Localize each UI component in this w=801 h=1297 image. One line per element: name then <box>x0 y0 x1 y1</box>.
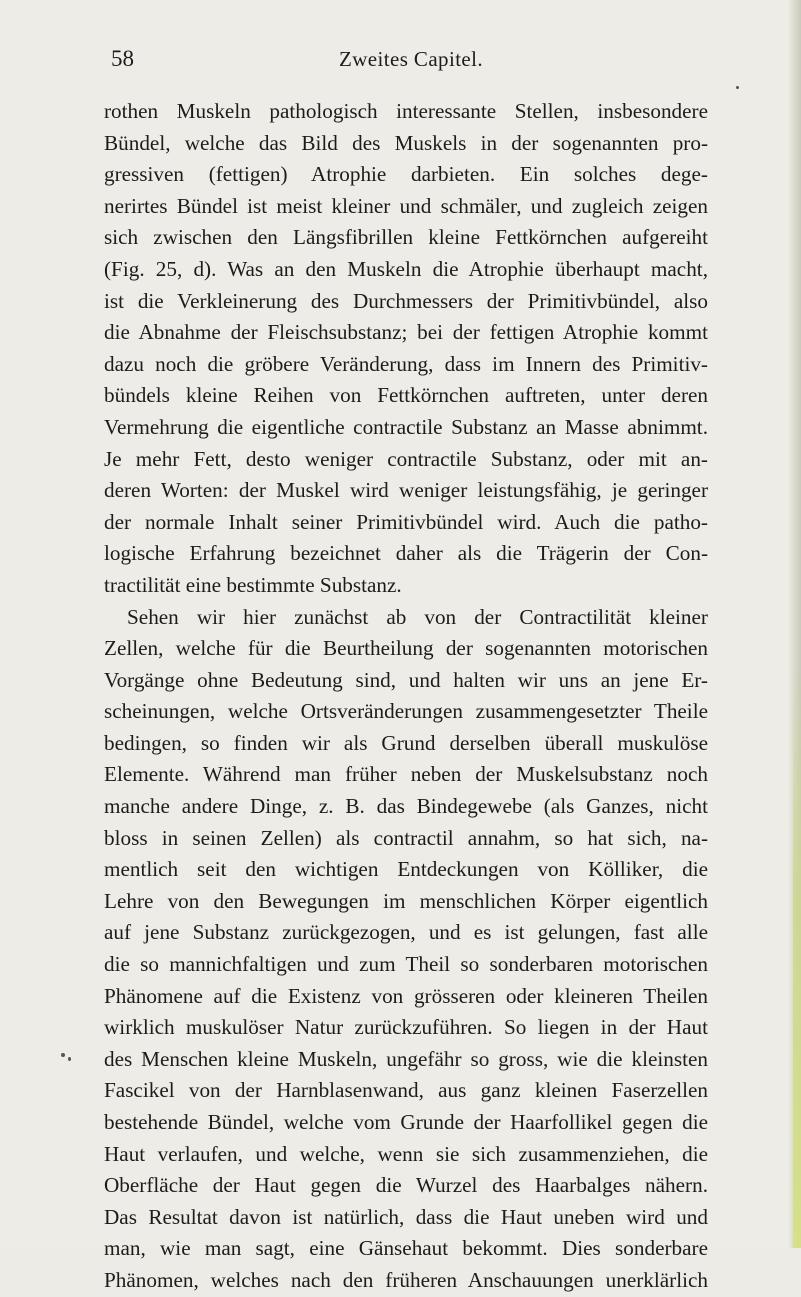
text-line: bedingen, so finden wir als Grund derselben überall muskulöse <box>104 730 708 755</box>
page-edge-discoloration <box>793 660 801 1248</box>
text-line: Je mehr Fett, desto weniger contractile Substanz, oder mit an- <box>104 446 708 471</box>
text-line: wirklich muskulöser Natur zurückzuführen. So liegen in der Haut <box>104 1015 708 1040</box>
text-line: des Menschen kleine Muskeln, ungefähr so gross, wie die kleinsten <box>104 1046 708 1071</box>
text-line: gressiven (fettigen) Atrophie darbieten. Ein solches dege- <box>104 162 708 187</box>
text-line: Bündel, welche das Bild des Muskels in der sogenannten pro- <box>104 130 708 155</box>
ink-speck <box>61 1053 65 1057</box>
text-line: scheinungen, welche Ortsveränderungen zusammengesetzter Theile <box>104 699 708 724</box>
ink-speck <box>68 1057 71 1061</box>
text-line: deren Worten: der Muskel wird weniger leistungsfähig, je geringer <box>104 478 708 503</box>
text-line: Elemente. Während man früher neben der Muskelsubstanz noch <box>104 762 708 787</box>
body-text <box>104 96 708 1297</box>
text-line: Phänomene auf die Existenz von grösseren oder kleineren Theilen <box>104 983 708 1008</box>
text-line: Phänomen, welches nach den früheren Anschauungen unerklärlich <box>104 1267 708 1292</box>
text-line: die Abnahme der Fleischsubstanz; bei der fettigen Atrophie kommt <box>104 320 708 345</box>
text-line: sich zwischen den Längsfibrillen kleine Fettkörnchen aufgereiht <box>104 225 708 250</box>
text-line: die so mannichfaltigen und zum Theil so sonderbaren motorischen <box>104 952 708 977</box>
text-line: Haut verlaufen, und welche, wenn sie sich zusammenziehen, die <box>104 1141 708 1166</box>
text-line: Zellen, welche für die Beurtheilung der sogenannten motorischen <box>104 636 708 661</box>
page-header <box>0 46 801 76</box>
text-line: man, wie man sagt, eine Gänsehaut bekommt. Dies sonderbare <box>104 1236 708 1261</box>
text-line: nerirtes Bündel ist meist kleiner und schmäler, und zugleich zeigen <box>104 193 708 218</box>
text-line: Sehen wir hier zunächst ab von der Contractilität kleiner <box>127 604 708 629</box>
text-line: Das Resultat davon ist natürlich, dass die Haut uneben wird und <box>104 1204 708 1229</box>
page-number: 58 <box>111 46 134 71</box>
text-line: bloss in seinen Zellen) als contractil annahm, so hat sich, na- <box>104 825 708 850</box>
text-line: Vorgänge ohne Bedeutung sind, und halten wir uns an jene Er- <box>104 667 708 692</box>
text-line: ist die Verkleinerung des Durchmessers der Primitivbündel, also <box>104 288 708 313</box>
text-line: der normale Inhalt seiner Primitivbündel wird. Auch die patho- <box>104 509 708 534</box>
running-head: Zweites Capitel. <box>339 47 484 71</box>
text-line: (Fig. 25, d). Was an den Muskeln die Atrophie überhaupt macht, <box>104 256 708 281</box>
text-line: rothen Muskeln pathologisch interessante Stellen, insbesondere <box>104 99 708 123</box>
text-line: bündels kleine Reihen von Fettkörnchen auftreten, unter deren <box>104 383 708 408</box>
text-line: dazu noch die gröbere Veränderung, dass im Innern des Primitiv- <box>104 351 708 376</box>
text-line: Vermehrung die eigentliche contractile Substanz an Masse abnimmt. <box>104 414 708 439</box>
text-line: Lehre von den Bewegungen im menschlichen Körper eigentlich <box>104 888 708 913</box>
text-line: mentlich seit den wichtigen Entdeckungen von Kölliker, die <box>104 857 708 882</box>
text-line: manche andere Dinge, z. B. das Bindegewebe (als Ganzes, nicht <box>104 794 708 819</box>
text-line: logische Erfahrung bezeichnet daher als die Trägerin der Con- <box>104 541 708 566</box>
text-line: auf jene Substanz zurückgezogen, und es ist gelungen, fast alle <box>104 920 708 945</box>
text-line: bestehende Bündel, welche vom Grunde der Haarfollikel gegen die <box>104 1110 708 1134</box>
text-line: Fascikel von der Harnblasenwand, aus ganz kleinen Faserzellen <box>104 1078 708 1103</box>
ink-speck <box>736 86 739 89</box>
text-line: Oberfläche der Haut gegen die Wurzel des Haarbalges nähern. <box>104 1173 708 1198</box>
text-line: tractilität eine bestimmte Substanz. <box>104 572 402 597</box>
